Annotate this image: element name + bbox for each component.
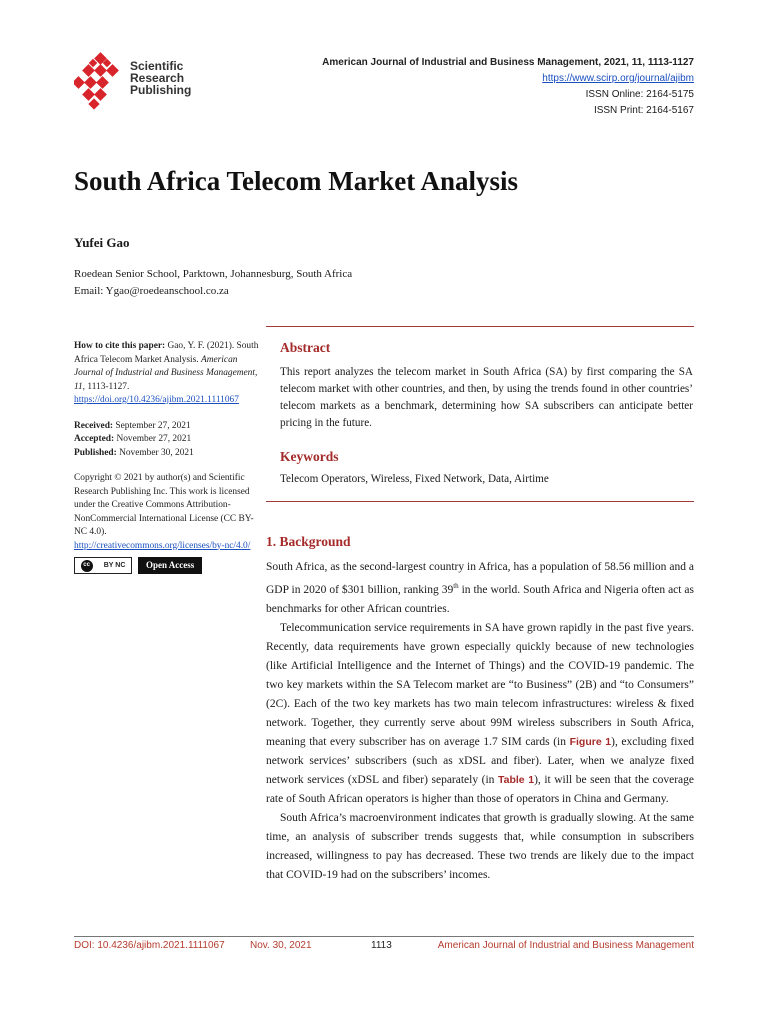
- received-value: September 27, 2021: [113, 420, 191, 431]
- p1-text-a: South Africa, as the second-largest country in Africa, has a population of 58.56 million and a GDP in 2020 of $301 billion, ranking 39: [266, 561, 694, 596]
- received-label: Received:: [74, 420, 114, 431]
- received-date: [74, 420, 266, 434]
- p1-text-b: in the world. South Africa and Nigeria often act as benchmarks for other African countries.: [266, 583, 694, 615]
- abstract-top-rule: [266, 326, 694, 327]
- paragraph: [266, 558, 694, 619]
- keywords-text: Telecom Operators, Wireless, Fixed Network, Data, Airtime: [280, 473, 549, 485]
- p2-text-c: ), it will be seen that the coverage rate of South African operators is higher than those of operators in China and Germany.: [266, 773, 694, 805]
- footer-doi: DOI: 10.4236/ajibm.2021.1111067: [74, 940, 225, 951]
- section-body: [266, 558, 694, 885]
- publisher-name: [130, 60, 191, 96]
- keywords-bottom-rule: [266, 501, 694, 502]
- journal-info: [322, 55, 694, 119]
- p2-text-a: Telecommunication service requirements in SA have grown rapidly in the past five years. Recently, data requirements have grown especially quickly because of new technologies (like Artificial Intelligence and the Internet of Things) and the COVID-19 pandemic. The two key markets within the SA Telecom market are “to Business” (2B) and “to Consumers” (2C). Each of the two key markets has two main telecom infrastructures: wireless & fixed network. Together, they currently serve about 99M wireless subscribers in South Africa, meaning that every subscriber has on average 1.7 SIM cards (in: [266, 621, 694, 748]
- journal-citation: American Journal of Industrial and Business Management, 2021, 11, 1113-1127: [322, 57, 694, 68]
- author-affiliation-block: [74, 266, 352, 300]
- p1-superscript: th: [453, 582, 459, 590]
- published-label: Published:: [74, 447, 117, 458]
- copyright-notice: Copyright © 2021 by author(s) and Scientific Research Publishing Inc. This work is licensed under the Creative Commons Attribution-NonCommercial International License (CC BY-NC 4.0).: [74, 473, 254, 537]
- cite-journal: American Journal of Industrial and Business Management, 11,: [74, 354, 258, 392]
- article-sidebar: [74, 340, 266, 574]
- license-link[interactable]: http://creativecommons.org/licenses/by-nc/4.0/: [74, 540, 251, 551]
- scirp-diamond-logo-icon: [74, 52, 130, 112]
- keywords-heading: Keywords: [280, 449, 339, 464]
- logo-line-1: Scientific: [130, 59, 184, 73]
- section-heading: 1. Background: [266, 534, 351, 549]
- paragraph: South Africa’s macroenvironment indicates that growth is gradually slowing. At the same time, an analysis of subscriber trends suggests that, while consumption in subscribers increased, willingness to pay has decreased. These two trends are likely due to the impact that COVID-19 had on the subscribers’ incomes.: [266, 811, 694, 881]
- abstract-heading: Abstract: [280, 340, 331, 355]
- p2-text-b: ), excluding fixed network services’ subscribers (such as xDSL and fiber). Later, when we analyze fixed network services (xDSL and fiber) separately (in: [266, 735, 695, 786]
- cc-license-badge[interactable]: [74, 557, 132, 574]
- published-value: November 30, 2021: [116, 447, 194, 458]
- abstract-text: This report analyzes the telecom market in South Africa (SA) by first comparing the SA telecom market with other countries, and then, by using the trends found in other countries’ telecom markets as a benchmark, determining how SA subscribers can anticipate better pricing in the future.: [280, 366, 693, 429]
- open-access-badge: Open Access: [138, 557, 202, 574]
- citation-block: [74, 340, 266, 408]
- author-name: Yufei Gao: [74, 235, 130, 250]
- paragraph: [266, 619, 694, 809]
- footer-date: Nov. 30, 2021: [250, 940, 312, 951]
- footer-rule: [74, 936, 694, 937]
- affiliation: Roedean Senior School, Parktown, Johannesburg, South Africa: [74, 268, 353, 280]
- accepted-date: [74, 433, 266, 447]
- footer-journal: American Journal of Industrial and Business Management: [437, 940, 694, 951]
- journal-url-link[interactable]: https://www.scirp.org/journal/ajibm: [542, 73, 694, 84]
- cc-icon: cc: [81, 560, 93, 572]
- figure-1-link[interactable]: Figure 1: [569, 735, 612, 748]
- table-1-link[interactable]: Table 1: [497, 773, 535, 786]
- footer-page-number: 1113: [371, 940, 392, 951]
- publisher-logo: [74, 52, 214, 116]
- cite-label: How to cite this paper:: [74, 341, 166, 351]
- cite-text: Gao, Y. F. (2021). South Africa Telecom Market Analysis.: [74, 341, 259, 365]
- cite-pages: 1113-1127.: [85, 381, 130, 392]
- license-badges: [74, 557, 266, 574]
- email: Email: Ygao@roedeanschool.co.za: [74, 285, 229, 297]
- accepted-value: November 27, 2021: [114, 434, 192, 444]
- published-date: [74, 447, 266, 461]
- issn-print: ISSN Print: 2164-5167: [593, 105, 694, 116]
- logo-line-3: Publishing: [130, 83, 192, 97]
- article-title: South Africa Telecom Market Analysis: [74, 166, 518, 196]
- logo-line-2: Research: [130, 71, 185, 85]
- accepted-label: Accepted:: [74, 434, 115, 444]
- cite-doi-link[interactable]: https://doi.org/10.4236/ajibm.2021.1111067: [74, 395, 239, 405]
- issn-online: ISSN Online: 2164-5175: [585, 89, 694, 100]
- cc-badge-text: BY NC: [103, 561, 126, 569]
